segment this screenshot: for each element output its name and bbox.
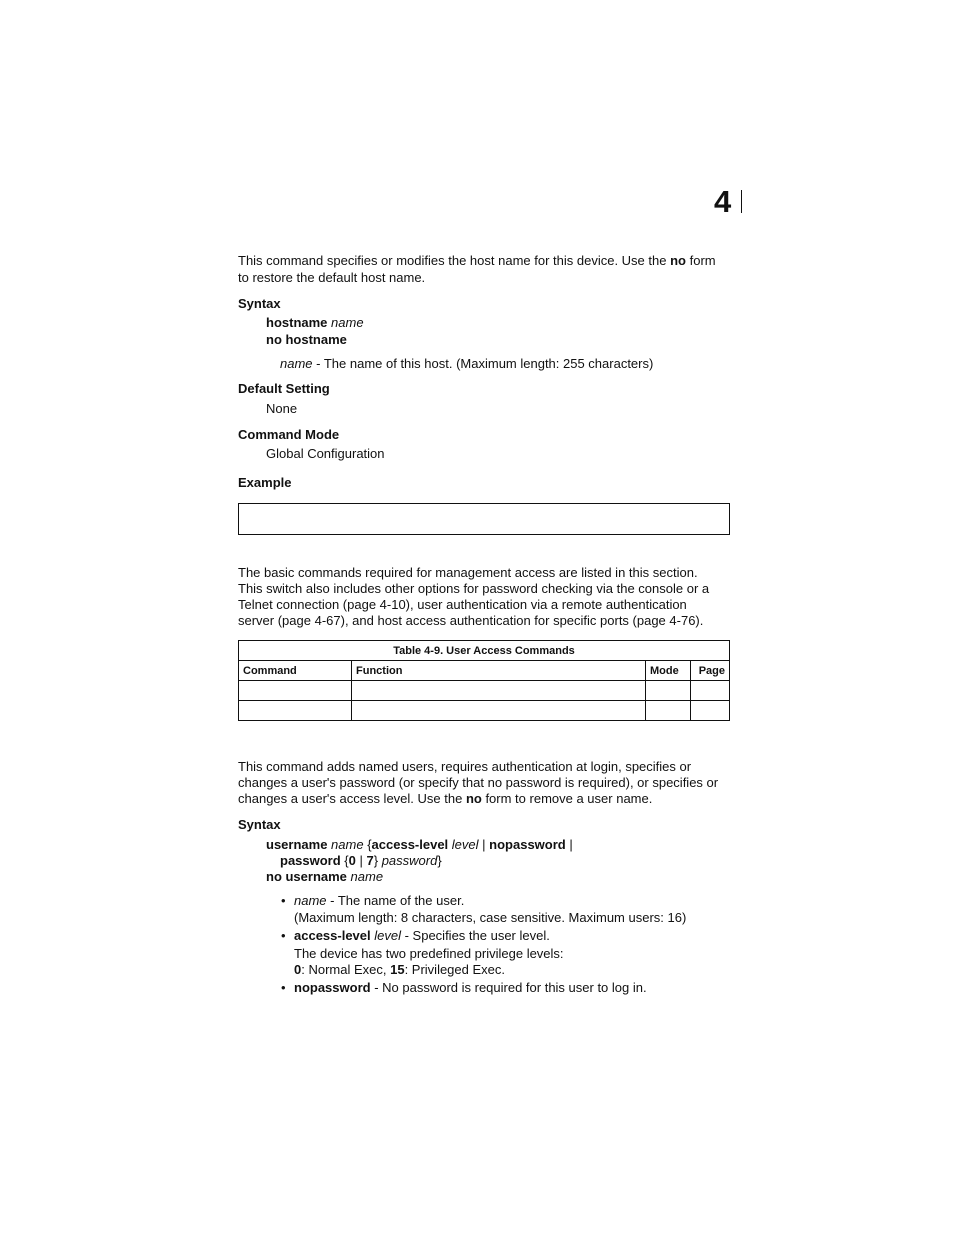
command-keyword: 7: [366, 853, 374, 868]
syntax-no-username: [266, 869, 383, 885]
command-param: password: [381, 853, 438, 868]
command-keyword: no username: [266, 869, 347, 884]
command-keyword: password: [280, 853, 341, 868]
syntax-command: [266, 315, 364, 331]
intro-text: changes a user's access level. Use the: [238, 791, 466, 806]
table-cell: [352, 681, 646, 701]
user-access-commands-table: [238, 640, 730, 721]
param-text: - Specifies the user level.: [401, 928, 550, 943]
default-setting-heading: Default Setting: [238, 381, 330, 396]
example-heading: Example: [238, 475, 292, 490]
header-mode: Mode: [646, 661, 691, 681]
syntax-symbol: }: [437, 853, 442, 868]
bullet-access-level-detail: The device has two predefined privilege levels:: [294, 946, 564, 961]
intro-line: This command adds named users, requires authentication at login, specifies or: [238, 759, 692, 774]
table-cell: [646, 681, 691, 701]
param-text: - The name of this host. (Maximum length: 255 characters): [312, 356, 654, 371]
syntax-username-line2: [280, 853, 442, 869]
header-function: Function: [352, 661, 646, 681]
intro-line: This switch also includes other options for password checking via the console or a: [238, 581, 710, 596]
command-keyword: nopassword: [294, 980, 371, 995]
example-box: [238, 503, 730, 535]
intro-line: changes a user's password (or specify that no password is required), or specifies or: [238, 775, 719, 790]
table-header-row: [239, 661, 730, 681]
chapter-bar: [741, 190, 742, 213]
table-cell: [239, 701, 352, 721]
param-text: - The name of the user.: [326, 893, 465, 908]
syntax-heading: Syntax: [238, 296, 281, 311]
syntax-symbol: |: [565, 837, 573, 852]
command-keyword: 0: [348, 853, 356, 868]
intro-line: Telnet connection (page 4-10), user authentication via a remote authentication: [238, 597, 687, 612]
command-keyword: username: [266, 837, 328, 852]
table-cell: [691, 681, 730, 701]
table-cell: [646, 701, 691, 721]
syntax-symbol: {: [363, 837, 372, 852]
no-keyword: no: [670, 253, 686, 268]
command-param: level: [451, 837, 479, 852]
syntax-symbol: {: [340, 853, 349, 868]
command-mode-value: Global Configuration: [266, 446, 385, 461]
command-keyword: no hostname: [266, 332, 347, 347]
table-cell: [239, 681, 352, 701]
param-name: name: [294, 893, 327, 908]
syntax-no-command: [266, 332, 347, 348]
bullet-access-level-values: [294, 962, 505, 978]
table-row: [239, 701, 730, 721]
header-page: Page: [691, 661, 730, 681]
bullet-name: [294, 893, 464, 909]
intro-text: form: [685, 253, 716, 268]
command-mode-heading: Command Mode: [238, 427, 340, 442]
command-param: name: [350, 869, 384, 884]
param-text: - No password is required for this user to log in.: [370, 980, 647, 995]
no-keyword: no: [465, 791, 482, 806]
bullet-dot: •: [281, 893, 286, 908]
command-keyword: nopassword: [489, 837, 566, 852]
syntax-symbol: |: [478, 837, 490, 852]
bullet-dot: •: [281, 980, 286, 995]
command-param: name: [331, 315, 364, 330]
command-keyword: hostname: [266, 315, 328, 330]
syntax-heading: Syntax: [238, 817, 281, 832]
bullet-dot: •: [281, 928, 286, 943]
param-name: level: [374, 928, 401, 943]
syntax-symbol: |: [355, 853, 367, 868]
command-keyword: access-level: [371, 837, 449, 852]
header-command: Command: [239, 661, 352, 681]
intro-line: The basic commands required for management access are listed in this section.: [238, 565, 698, 580]
command-keyword: access-level: [294, 928, 371, 943]
table-cell: [691, 701, 730, 721]
table-cell: [352, 701, 646, 721]
level-value: 0: [294, 962, 302, 977]
bullet-nopassword: [294, 980, 647, 996]
chapter-number: 4: [714, 184, 732, 219]
param-description: [280, 356, 653, 372]
table-row: [239, 681, 730, 701]
level-value: 15: [390, 962, 405, 977]
bullet-name-detail: (Maximum length: 8 characters, case sensitive. Maximum users: 16): [294, 910, 687, 925]
table-caption: Table 4-9. User Access Commands: [239, 641, 730, 661]
command-param: name: [331, 837, 364, 852]
intro-text: form to remove a user name.: [481, 791, 653, 806]
bullet-access-level: [294, 928, 550, 944]
syntax-username-line1: [266, 837, 573, 853]
intro-text: This command specifies or modifies the host name for this device. Use the: [238, 253, 671, 268]
default-setting-value: None: [266, 401, 298, 416]
syntax-symbol: }: [373, 853, 382, 868]
level-text: : Normal Exec,: [301, 962, 391, 977]
level-text: : Privileged Exec.: [404, 962, 505, 977]
intro-line: server (page 4-67), and host access authentication for specific ports (page 4-76).: [238, 613, 704, 628]
intro-text: to restore the default host name.: [238, 270, 426, 285]
param-name: name: [280, 356, 313, 371]
